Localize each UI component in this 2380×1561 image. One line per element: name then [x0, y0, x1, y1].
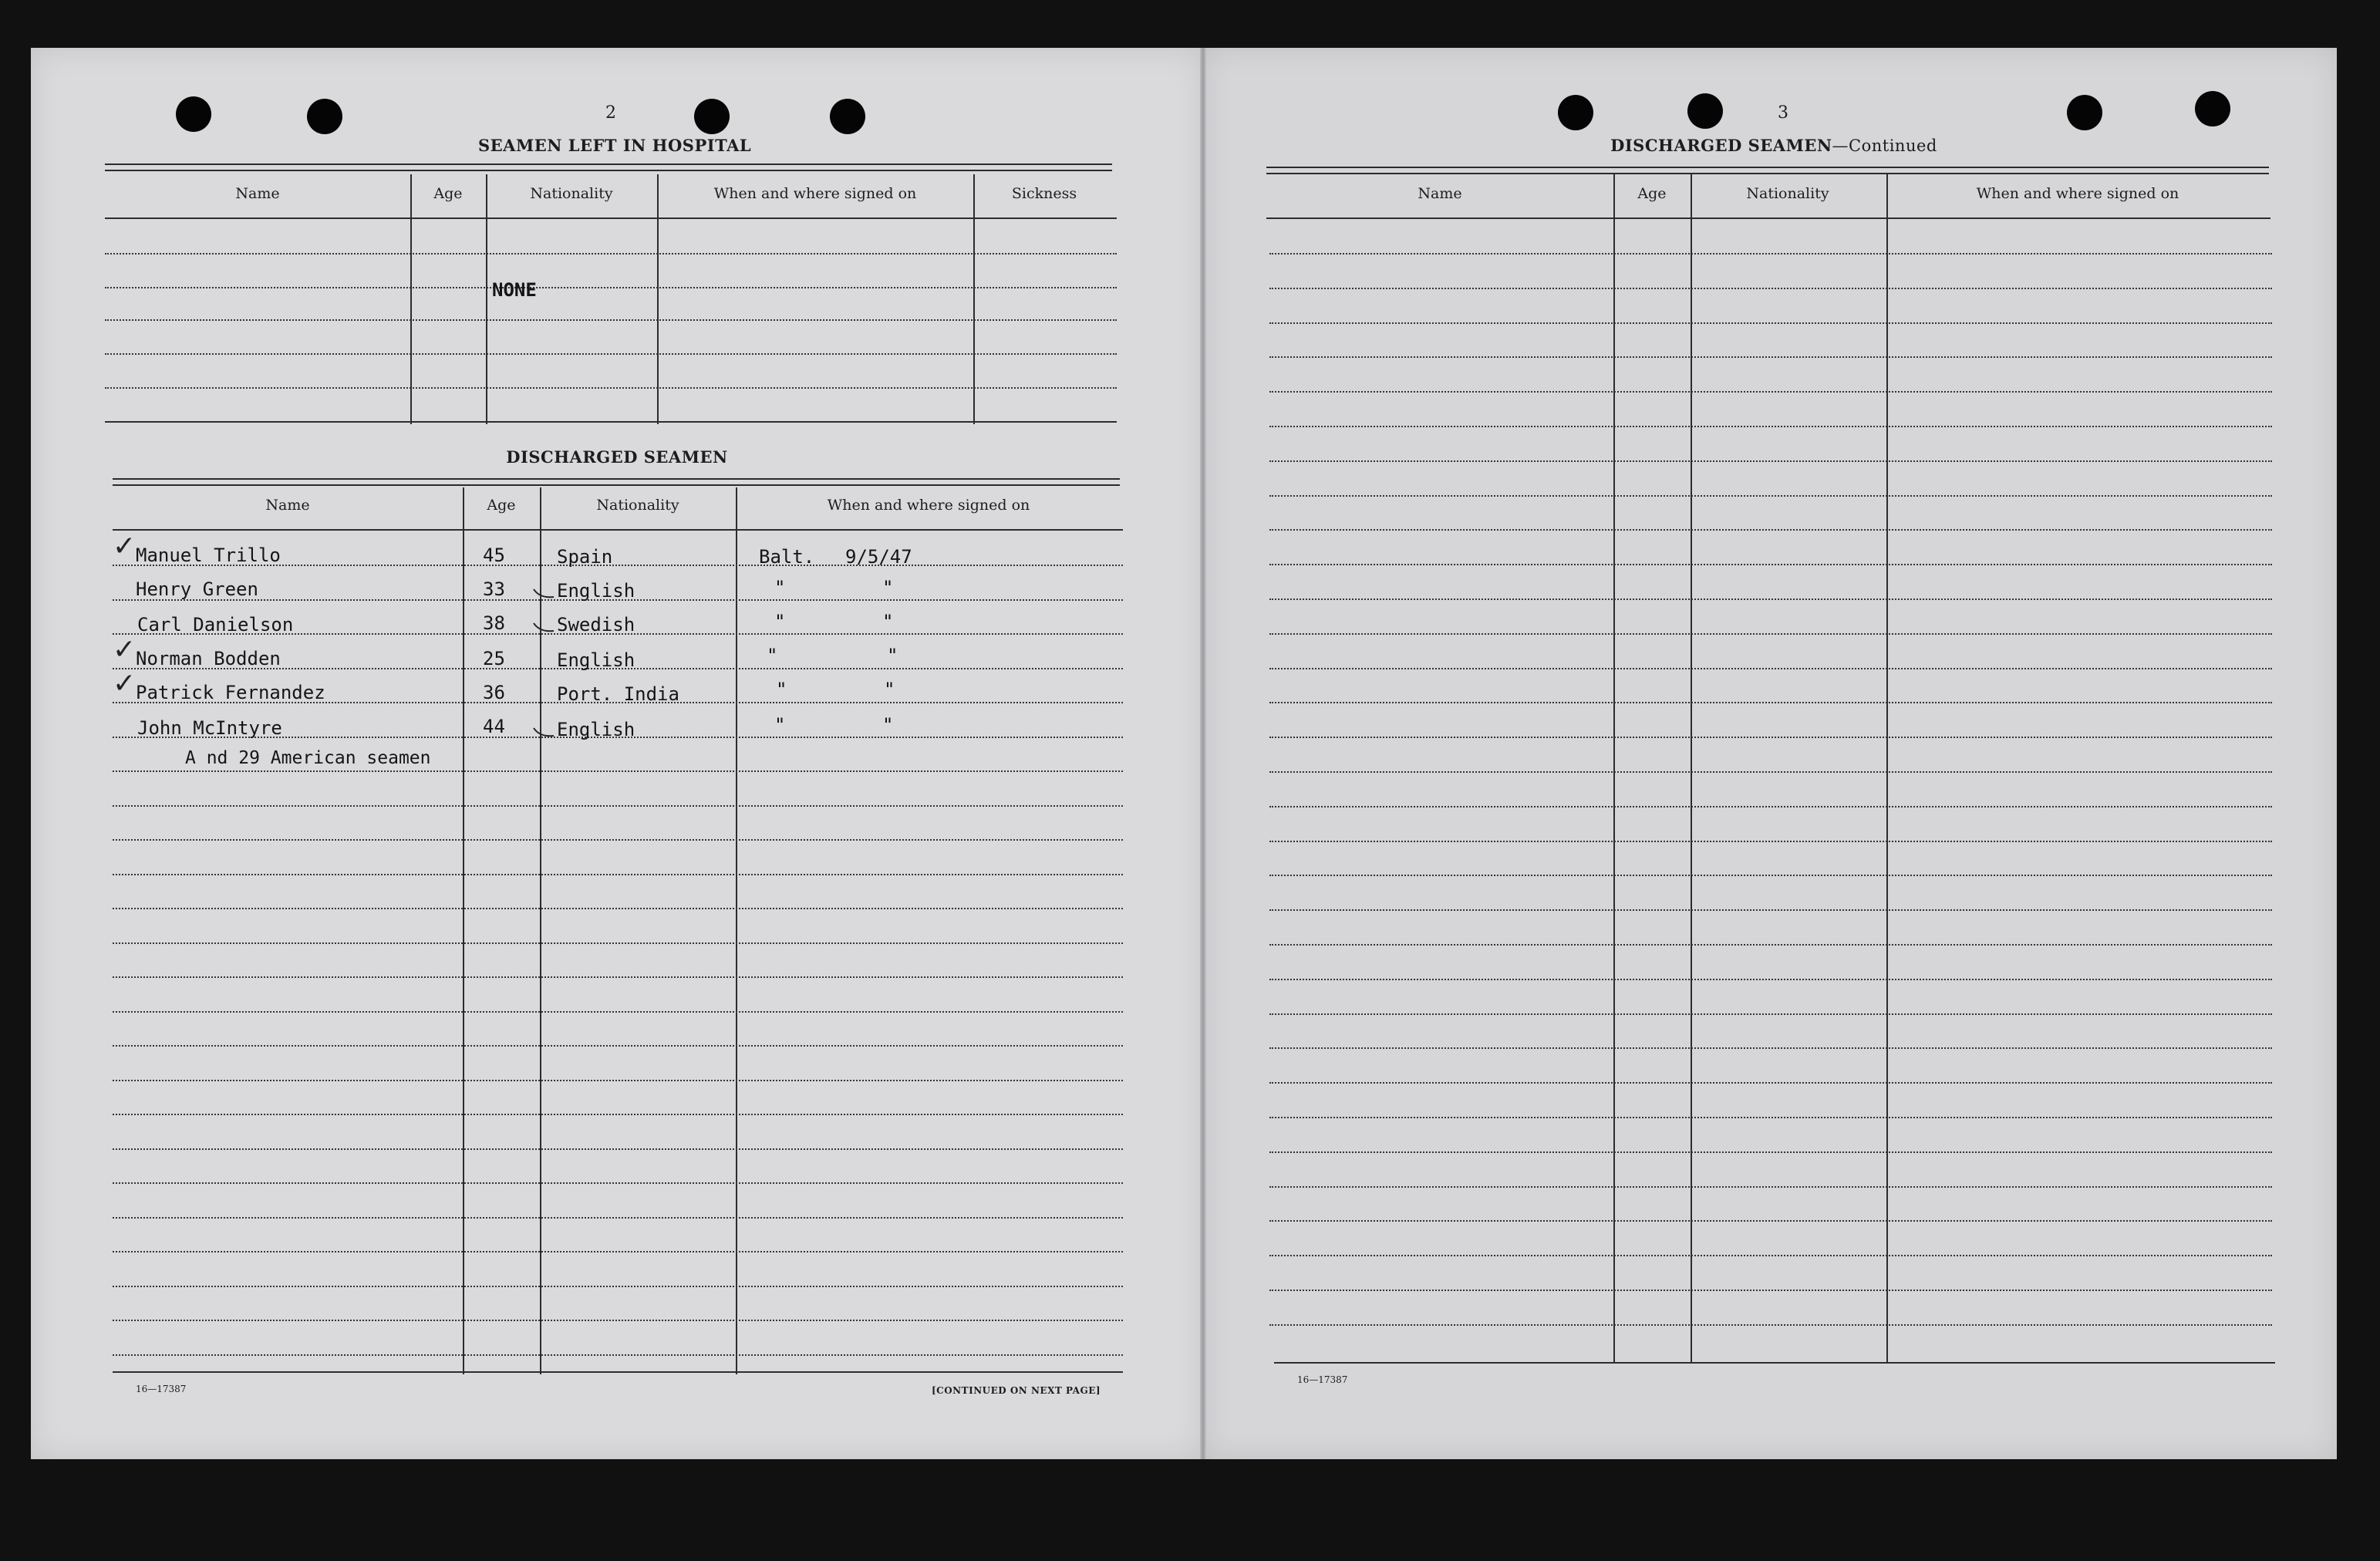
hospital-row-line [105, 387, 1117, 389]
signed-on-date: " [882, 577, 894, 598]
dash-mark-icon [532, 620, 555, 636]
seaman-age: 45 [483, 544, 505, 566]
ledger-row-line [1269, 1290, 2272, 1291]
ledger-row-line [1269, 253, 2272, 255]
punch-hole [2195, 91, 2230, 126]
right-col-divider [1886, 173, 1888, 1364]
right-page [1203, 48, 2337, 1459]
right-col-name: Name [1418, 185, 1462, 202]
ledger-row-line [113, 976, 1123, 978]
ledger-row-line [1269, 1186, 2272, 1188]
ledger-row-line [1269, 875, 2272, 876]
discharged-continued-title-suffix: —Continued [1832, 137, 1937, 155]
signed-on-place: " [776, 679, 787, 700]
ledger-row-line [1269, 841, 2272, 842]
discharged-title: DISCHARGED SEAMEN [506, 447, 728, 467]
discharged-col-name: Name [265, 497, 310, 514]
ledger-row-line [1269, 1013, 2272, 1015]
ledger-row-line [113, 1148, 1123, 1150]
ledger-row-line [113, 1251, 1123, 1253]
ledger-row-line [1269, 737, 2272, 738]
seaman-nationality: English [557, 719, 635, 740]
seaman-age: 36 [483, 682, 505, 703]
seaman-name: Manuel Trillo [136, 544, 281, 566]
discharged-bottom-rule [113, 1371, 1123, 1373]
hospital-col-sickness: Sickness [1011, 185, 1077, 202]
signed-on-place: " [767, 645, 778, 666]
ledger-row-line [1269, 1324, 2272, 1326]
punch-hole [307, 99, 342, 134]
right-col-divider [1691, 173, 1692, 1364]
ledger-row-line [113, 1320, 1123, 1321]
ledger-row-line [113, 1182, 1123, 1184]
seaman-note: A nd 29 American seamen [185, 748, 431, 768]
seaman-age: 38 [483, 612, 505, 634]
seaman-name: Carl Danielson [137, 614, 294, 636]
ledger-row-line [113, 1286, 1123, 1287]
ledger-row-line [1269, 1047, 2272, 1049]
ledger-row-line [113, 1080, 1123, 1081]
ledger-row-line [1269, 1220, 2272, 1222]
right-top-rule [1266, 167, 2269, 174]
signed-on-date: " [884, 679, 895, 700]
seaman-nationality: English [557, 580, 635, 602]
ledger-row-line [1269, 944, 2272, 946]
check-mark-icon: ✓ [113, 634, 137, 666]
hospital-col-age: Age [433, 185, 463, 202]
ledger-row-line [1269, 668, 2272, 669]
discharged-header-rule [113, 529, 1123, 531]
ledger-row-line [1269, 495, 2272, 497]
continued-note: [CONTINUED ON NEXT PAGE] [932, 1385, 1101, 1396]
hospital-top-rule [105, 164, 1112, 171]
ledger-row-line [1269, 1082, 2272, 1084]
punch-hole [2067, 95, 2102, 130]
hospital-none-entry: NONE [492, 279, 537, 301]
discharged-col-signed-on: When and where signed on [827, 497, 1030, 514]
ledger-row-line [1269, 598, 2272, 600]
hospital-col-name: Name [235, 185, 280, 202]
ledger-row-line [1269, 564, 2272, 565]
signed-on-place: " [774, 577, 786, 598]
dash-mark-icon [532, 725, 555, 740]
discharged-continued-title [1589, 136, 1959, 155]
seaman-age: 25 [483, 648, 505, 669]
ledger-row-line [113, 1011, 1123, 1013]
hospital-header-rule [105, 217, 1117, 219]
hospital-row-line [105, 287, 1117, 288]
right-col-divider [1613, 173, 1615, 1364]
ledger-row-line [113, 908, 1123, 909]
seaman-nationality: English [557, 649, 635, 671]
punch-hole [830, 99, 865, 134]
page-number: 2 [605, 103, 616, 123]
seaman-nationality: Spain [557, 546, 613, 568]
discharged-col-divider [736, 487, 737, 1374]
dash-mark-icon [532, 586, 555, 602]
ledger-row-line [113, 839, 1123, 841]
discharged-col-age: Age [487, 497, 516, 514]
seaman-nationality: Port. India [557, 683, 679, 705]
punch-hole [1687, 93, 1723, 129]
hospital-col-signed-on: When and where signed on [713, 185, 917, 202]
discharged-top-rule [113, 478, 1120, 486]
ledger-row-line [1269, 909, 2272, 911]
hospital-col-nationality: Nationality [530, 185, 613, 202]
ledger-row-line [1269, 633, 2272, 635]
ledger-row-line [1269, 391, 2272, 393]
check-mark-icon: ✓ [113, 531, 137, 562]
form-code: 16—17387 [1297, 1374, 1348, 1385]
ledger-row-line [1269, 806, 2272, 807]
ledger-row-line [1269, 529, 2272, 531]
signed-on-date: " [887, 645, 898, 666]
hospital-title: SEAMEN LEFT IN HOSPITAL [478, 136, 752, 155]
seaman-name: Norman Bodden [136, 648, 281, 669]
ledger-row-line [113, 874, 1123, 875]
seaman-name: Henry Green [136, 578, 258, 600]
ledger-row-line [113, 1045, 1123, 1047]
ledger-row-line [1269, 979, 2272, 980]
ledger-row-line [1269, 1255, 2272, 1256]
signed-on-place: " [774, 611, 786, 632]
ledger-row-line [1269, 356, 2272, 358]
seaman-name: John McIntyre [137, 717, 282, 739]
right-header-rule [1266, 217, 2270, 219]
ledger-row-line [1269, 460, 2272, 462]
punch-hole [1558, 95, 1593, 130]
hospital-row-line [105, 319, 1117, 321]
ledger-row-line [113, 1354, 1123, 1356]
ledger-row-line [1269, 426, 2272, 427]
discharged-col-nationality: Nationality [596, 497, 679, 514]
ledger-row-line [113, 1217, 1123, 1219]
signed-on-date: " [882, 714, 894, 736]
ledger-row-line [1269, 288, 2272, 289]
ledger-row-line [1269, 322, 2272, 324]
ledger-row-line [113, 805, 1123, 807]
ledger-row-line [1269, 702, 2272, 703]
form-code: 16—17387 [136, 1384, 187, 1394]
ledger-row-line [113, 1114, 1123, 1115]
right-col-age: Age [1637, 185, 1667, 202]
ledger-row-line [113, 942, 1123, 944]
ledger-row-line [1269, 771, 2272, 773]
seaman-nationality: Swedish [557, 614, 635, 636]
page-number: 3 [1778, 103, 1788, 123]
ledger-row-line [1269, 1151, 2272, 1153]
seaman-age: 33 [483, 578, 505, 600]
hospital-row-line [105, 253, 1117, 255]
page-gutter [1200, 48, 1206, 1459]
right-bottom-rule [1274, 1362, 2275, 1364]
right-col-nationality: Nationality [1746, 185, 1829, 202]
ledger-row-line [113, 770, 1123, 772]
ledger-row-line [1269, 1117, 2272, 1118]
right-col-signed-on: When and where signed on [1976, 185, 2179, 202]
hospital-row-line [105, 353, 1117, 355]
signed-on-date: 9/5/47 [845, 546, 912, 568]
punch-hole [694, 99, 730, 134]
discharged-col-divider [463, 487, 464, 1374]
hospital-bottom-rule [105, 421, 1117, 423]
discharged-continued-title-main: DISCHARGED SEAMEN [1610, 136, 1832, 155]
seaman-name: Patrick Fernandez [136, 682, 325, 703]
punch-hole [176, 96, 211, 132]
check-mark-icon: ✓ [113, 668, 137, 700]
seaman-age: 44 [483, 716, 505, 737]
signed-on-place: " [774, 714, 786, 736]
signed-on-date: " [882, 611, 894, 632]
signed-on-place: Balt. [759, 546, 815, 568]
